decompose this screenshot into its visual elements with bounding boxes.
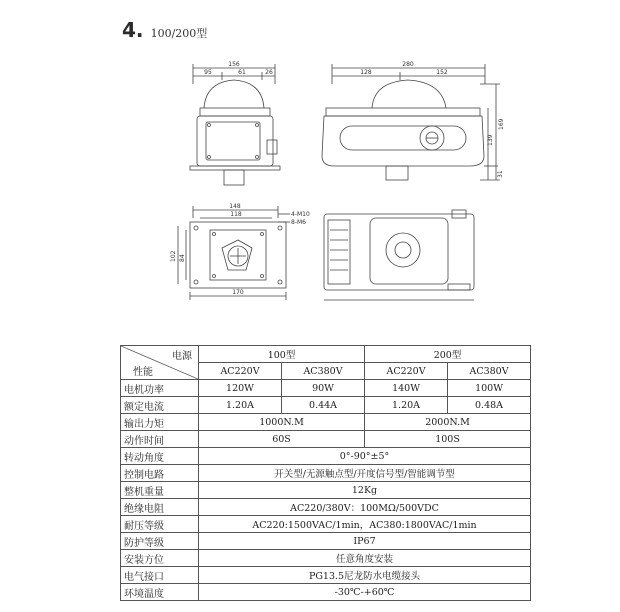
row-label: 电机功率 (121, 380, 199, 397)
table-cell: 1.20A (365, 397, 448, 414)
table-cell: 开关型/无源触点型/开度信号型/智能调节型 (199, 465, 531, 482)
table-cell: 120W (199, 380, 282, 397)
table-cell: 0°-90°±5° (199, 448, 531, 465)
top-view-drawing (324, 210, 474, 300)
table-cell: 90W (282, 380, 365, 397)
base-view-drawing (178, 206, 290, 300)
row-label: 防护等级 (121, 533, 199, 550)
voltage-header: AC220V (365, 363, 448, 380)
table-cell: -30℃-+60℃ (199, 584, 531, 601)
header-performance-label: 性能 (133, 367, 153, 378)
table-row (121, 448, 531, 465)
table-cell: IP67 (199, 533, 531, 550)
row-label: 耐压等级 (121, 516, 199, 533)
group-header-200: 200型 (365, 346, 531, 363)
dim-front-right: 26 (265, 69, 273, 76)
dim-base-width: 170 (232, 289, 244, 296)
dim-base-bolts: 4-M10 (291, 211, 310, 218)
table-cell: 12Kg (199, 482, 531, 499)
table-corner-header (121, 346, 199, 380)
section-title: 100/200型 (150, 27, 208, 40)
dim-side-left: 128 (360, 69, 372, 76)
dim-front-mid: 61 (238, 69, 246, 76)
dim-side-shaft: 31 (497, 170, 504, 178)
table-cell: 140W (365, 380, 448, 397)
side-view-drawing (322, 64, 500, 180)
dim-side-total: 280 (402, 61, 414, 68)
dim-side-right: 152 (436, 69, 448, 76)
row-label: 转动角度 (121, 448, 199, 465)
table-cell: 0.44A (282, 397, 365, 414)
row-label: 额定电流 (121, 397, 199, 414)
table-cell: 0.48A (448, 397, 531, 414)
dim-front-total: 156 (228, 61, 240, 68)
table-row (121, 550, 531, 567)
table-row (121, 482, 531, 499)
voltage-header: AC220V (199, 363, 282, 380)
table-row (121, 414, 531, 431)
table-cell: PG13.5尼龙防水电缆接头 (199, 567, 531, 584)
dim-base-pitch: 84 (179, 254, 186, 262)
table-row (121, 516, 531, 533)
row-label: 环境温度 (121, 584, 199, 601)
dim-base-inner: 118 (230, 211, 242, 218)
table-row (121, 584, 531, 601)
row-label: 动作时间 (121, 431, 199, 448)
table-cell: 100S (365, 431, 531, 448)
dim-base-screws: 8-M6 (291, 219, 306, 226)
row-label: 整机重量 (121, 482, 199, 499)
table-row (121, 533, 531, 550)
row-label: 电气接口 (121, 567, 199, 584)
front-view-drawing (190, 64, 280, 185)
table-cell: AC220/380V：100MΩ/500VDC (199, 499, 531, 516)
row-label: 安装方位 (121, 550, 199, 567)
table-cell: 2000N.M (365, 414, 531, 431)
group-header-100: 100型 (199, 346, 365, 363)
table-row (121, 397, 531, 414)
voltage-header: AC380V (448, 363, 531, 380)
section-number: 4. (122, 18, 144, 42)
table-cell: 1000N.M (199, 414, 365, 431)
table-cell: 1.20A (199, 397, 282, 414)
spec-table (120, 345, 531, 601)
row-label: 绝缘电阻 (121, 499, 199, 516)
row-label: 输出力矩 (121, 414, 199, 431)
table-row (121, 380, 531, 397)
dim-side-height: 169 (498, 118, 505, 130)
dim-side-body: 139 (487, 134, 494, 146)
table-row (121, 465, 531, 482)
table-cell: AC220:1500VAC/1min，AC380:1800VAC/1min (199, 516, 531, 533)
dim-front-left: 95 (204, 69, 212, 76)
table-row (121, 567, 531, 584)
table-cell: 任意角度安装 (199, 550, 531, 567)
dim-base-outer: 148 (229, 203, 241, 210)
table-row (121, 499, 531, 516)
row-label: 控制电路 (121, 465, 199, 482)
table-cell: 100W (448, 380, 531, 397)
header-power-label: 电源 (172, 351, 192, 362)
table-cell: 60S (199, 431, 365, 448)
voltage-header: AC380V (282, 363, 365, 380)
dim-base-height: 102 (170, 250, 177, 262)
table-row (121, 431, 531, 448)
